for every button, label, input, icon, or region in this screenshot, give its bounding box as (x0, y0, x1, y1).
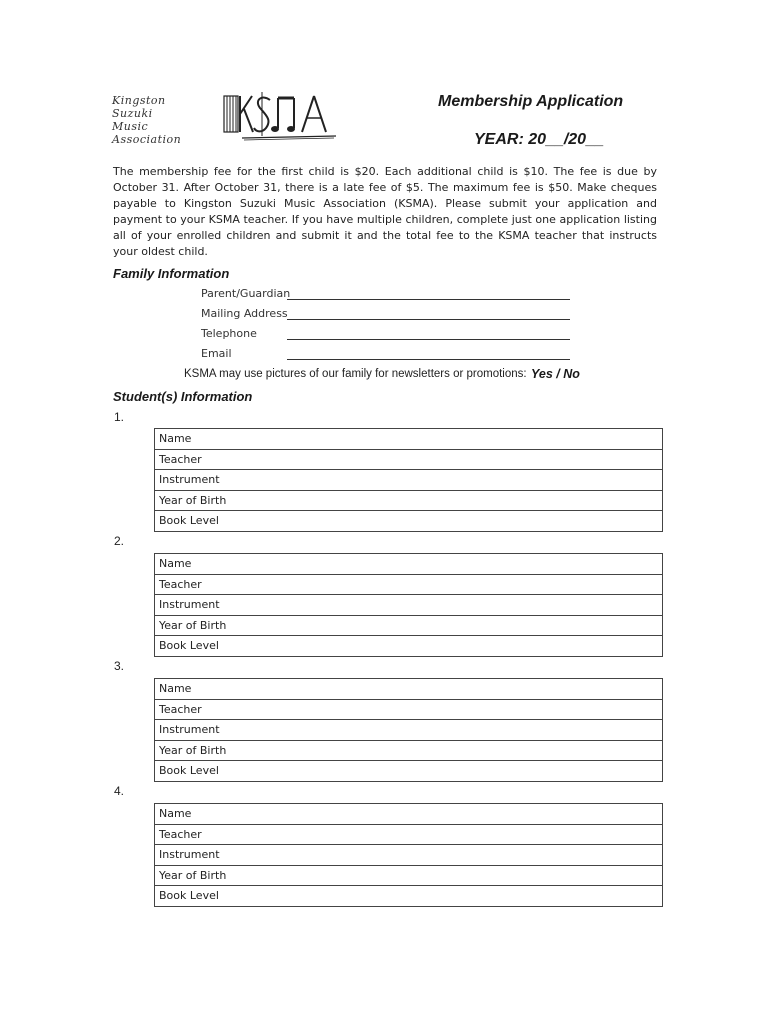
table-row[interactable] (155, 824, 663, 845)
book-level-cell[interactable]: Book Level (155, 511, 663, 532)
logo-line: Music (112, 120, 149, 133)
logo-line: Association (112, 133, 182, 146)
student-table-3 (154, 678, 663, 782)
table-row[interactable] (155, 886, 663, 907)
student-number: 2. (114, 534, 125, 548)
mailing-address-label: Mailing Address (201, 307, 288, 320)
telephone-input[interactable] (287, 339, 570, 340)
table-row[interactable] (155, 554, 663, 575)
table-row[interactable] (155, 865, 663, 886)
table-row[interactable] (155, 574, 663, 595)
student-number: 1. (114, 410, 125, 424)
family-information-heading: Family Information (113, 266, 230, 281)
intro-paragraph: The membership fee for the first child is $20. Each additional child is $10. The fee is due by October 31. After October 31, there is a late fee of $5. The maximum fee is $50. Make cheques payable to Kingston Suzuki Music Association (KSMA). Please submit your application and payment to your KSMA teacher. If you have multiple children, complete just one application listing all of your enrolled children and submit it and the total fee to the KSMA teacher that instructs your oldest child. (113, 165, 657, 258)
student-number: 3. (114, 659, 125, 673)
teacher-cell[interactable]: Teacher (155, 699, 663, 720)
instrument-cell[interactable]: Instrument (155, 470, 663, 491)
year-of-birth-cell[interactable]: Year of Birth (155, 615, 663, 636)
logo-line: Kingston (112, 94, 166, 107)
logo-line: Suzuki (112, 107, 153, 120)
table-row[interactable] (155, 804, 663, 825)
parent-guardian-label: Parent/Guardian (201, 287, 291, 300)
logo-script-text (112, 94, 212, 146)
name-cell[interactable]: Name (155, 554, 663, 575)
teacher-cell[interactable]: Teacher (155, 449, 663, 470)
telephone-label: Telephone (201, 327, 257, 340)
student-table-1 (154, 428, 663, 532)
table-row[interactable] (155, 845, 663, 866)
instrument-cell[interactable]: Instrument (155, 595, 663, 616)
table-row[interactable] (155, 615, 663, 636)
teacher-cell[interactable]: Teacher (155, 824, 663, 845)
email-input[interactable] (287, 359, 570, 360)
student-table-4 (154, 803, 663, 907)
table-row[interactable] (155, 449, 663, 470)
name-cell[interactable]: Name (155, 679, 663, 700)
mailing-address-input[interactable] (287, 319, 570, 320)
instrument-cell[interactable]: Instrument (155, 720, 663, 741)
page-title: Membership Application (438, 93, 624, 110)
email-label: Email (201, 347, 232, 360)
photo-consent-yes-no[interactable]: Yes / No (531, 367, 580, 381)
teacher-cell[interactable]: Teacher (155, 574, 663, 595)
table-row[interactable] (155, 740, 663, 761)
student-table-2 (154, 553, 663, 657)
table-row[interactable] (155, 761, 663, 782)
book-level-cell[interactable]: Book Level (155, 636, 663, 657)
year-of-birth-cell[interactable]: Year of Birth (155, 740, 663, 761)
book-level-cell[interactable]: Book Level (155, 761, 663, 782)
year-of-birth-cell[interactable]: Year of Birth (155, 490, 663, 511)
year-of-birth-cell[interactable]: Year of Birth (155, 865, 663, 886)
ksma-logo-icon (222, 92, 338, 144)
table-row[interactable] (155, 490, 663, 511)
table-row[interactable] (155, 699, 663, 720)
table-row[interactable] (155, 470, 663, 491)
table-row[interactable] (155, 636, 663, 657)
table-row[interactable] (155, 429, 663, 450)
students-information-heading: Student(s) Information (113, 389, 253, 404)
name-cell[interactable]: Name (155, 804, 663, 825)
table-row[interactable] (155, 720, 663, 741)
table-row[interactable] (155, 679, 663, 700)
table-row[interactable] (155, 595, 663, 616)
photo-consent-text: KSMA may use pictures of our family for newsletters or promotions: (184, 368, 527, 380)
table-row[interactable] (155, 511, 663, 532)
instrument-cell[interactable]: Instrument (155, 845, 663, 866)
year-field[interactable]: YEAR: 20__/20__ (474, 131, 604, 148)
parent-guardian-input[interactable] (287, 299, 570, 300)
book-level-cell[interactable]: Book Level (155, 886, 663, 907)
student-number: 4. (114, 784, 125, 798)
name-cell[interactable]: Name (155, 429, 663, 450)
